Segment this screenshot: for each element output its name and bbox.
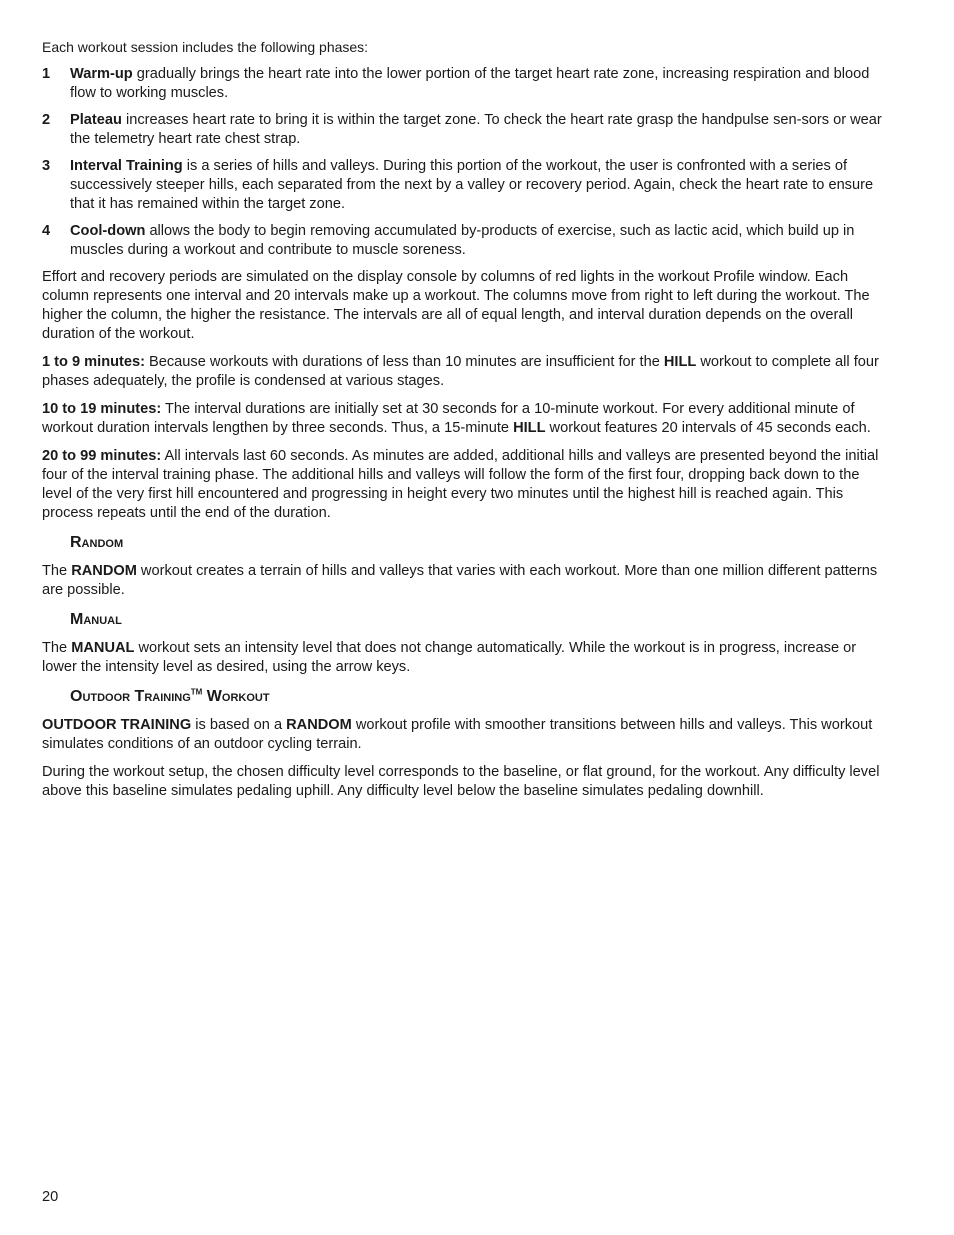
phase-text: gradually brings the heart rate into the lower portion of the target heart rate zone, increasing respiration and blood flow to working muscles. [70,66,870,101]
phase-number: 2 [42,112,51,128]
range-label: 20 to 99 minutes: [42,448,162,464]
range-text: workout features 20 intervals of 45 seconds each. [545,420,871,436]
phase-term: Warm-up [70,66,133,82]
setup-paragraph: During the workout setup, the chosen difficulty level corresponds to the baseline, or flat ground, for the workout. Any difficulty level above this baseline simulates pedaling uphill. Any difficulty level below the baseline simulates pedaling downhill. [42,764,880,799]
keyword-outdoor-training: OUTDOOR TRAINING [42,717,192,733]
range-text: All intervals last 60 seconds. As minutes are added, additional hills and valleys are presented beyond the initial four of the interval training phase. The additional hills and valleys will follow the form of the first four, dropping back down to the level of the very first hill encountered and progressing in height every two minutes until the highest hill is reached again. This process repeats until the end of the duration. [42,448,879,521]
phase-text: allows the body to begin removing accumulated by-products of exercise, such as lactic acid, which build up in muscles during a workout and contribute to muscle soreness. [70,223,855,258]
random-heading: Random [70,534,124,551]
manual-text: workout sets an intensity level that does not change automatically. While the workout is in progress, increase or lower the intensity level as desired, using the arrow keys. [42,640,857,675]
range-text: workout to complete all four phases adequately, the profile is condensed at various stages. [42,354,879,389]
phase-term: Interval Training [70,158,183,174]
heading-part: Workout [202,688,270,705]
manual-heading: Manual [70,611,122,628]
range-label: 10 to 19 minutes: [42,401,162,417]
random-text: workout creates a terrain of hills and valleys that varies with each workout. More than one million different patterns are possible. [42,563,878,598]
range-text: The interval durations are initially set at 30 seconds for a 10-minute workout. For every additional minute of workout duration intervals lengthen by three seconds. Thus, a 15-minute [42,401,855,436]
keyword-hill: HILL [513,420,546,436]
phase-text: is a series of hills and valleys. During this portion of the workout, the user is confronted with a series of successively steeper hills, each separated from the next by a valley or recovery period. Again, check the heart rate to ensure that it has remained within the target zone. [70,158,874,212]
phase-item [42,157,884,214]
range-text: Because workouts with durations of less than 10 minutes are insufficient for the [144,354,664,370]
random-paragraph [42,562,884,600]
phase-number: 1 [42,66,51,82]
outdoor-training-heading [70,687,884,706]
range-1-paragraph [42,353,884,391]
phase-number: 4 [42,223,51,239]
page-number: 20 [42,1189,59,1205]
phase-item [42,65,884,103]
trademark-mark: TM [190,687,203,697]
page-content [42,38,884,810]
manual-text: The [42,640,72,656]
phase-text: increases heart rate to bring it is within the target zone. To check the heart rate grasp the handpulse sen-sors or wear the telemetry heart rate chest strap. [70,112,882,147]
heading-part: Outdoor Training [70,688,191,705]
phase-item [42,222,884,260]
keyword-hill: HILL [663,354,697,370]
manual-paragraph [42,639,884,677]
keyword-manual: MANUAL [71,640,135,656]
intro-text: Each workout session includes the following phases: [42,39,369,55]
phase-term: Cool-down [70,223,146,239]
phase-item [42,111,884,149]
outdoor-text: is based on a [191,717,287,733]
random-text: The [42,563,72,579]
phase-term: Plateau [70,112,122,128]
keyword-random: RANDOM [286,717,352,733]
keyword-random: RANDOM [71,563,137,579]
range-2-paragraph [42,400,884,438]
outdoor-paragraph [42,716,884,754]
range-3-paragraph [42,447,884,523]
outdoor-text: workout profile with smoother transitions between hills and valleys. This workout simulates conditions of an outdoor cycling terrain. [42,717,873,752]
effort-paragraph: Effort and recovery periods are simulated on the display console by columns of red lights in the workout Profile window. Each column represents one interval and 20 intervals make up a workout. The columns move from right to left during the workout. The higher the column, the higher the resistance. The intervals are all of equal length, and interval duration depends on the overall duration of the workout. [42,269,870,342]
range-label: 1 to 9 minutes: [42,354,145,370]
phase-number: 3 [42,158,51,174]
